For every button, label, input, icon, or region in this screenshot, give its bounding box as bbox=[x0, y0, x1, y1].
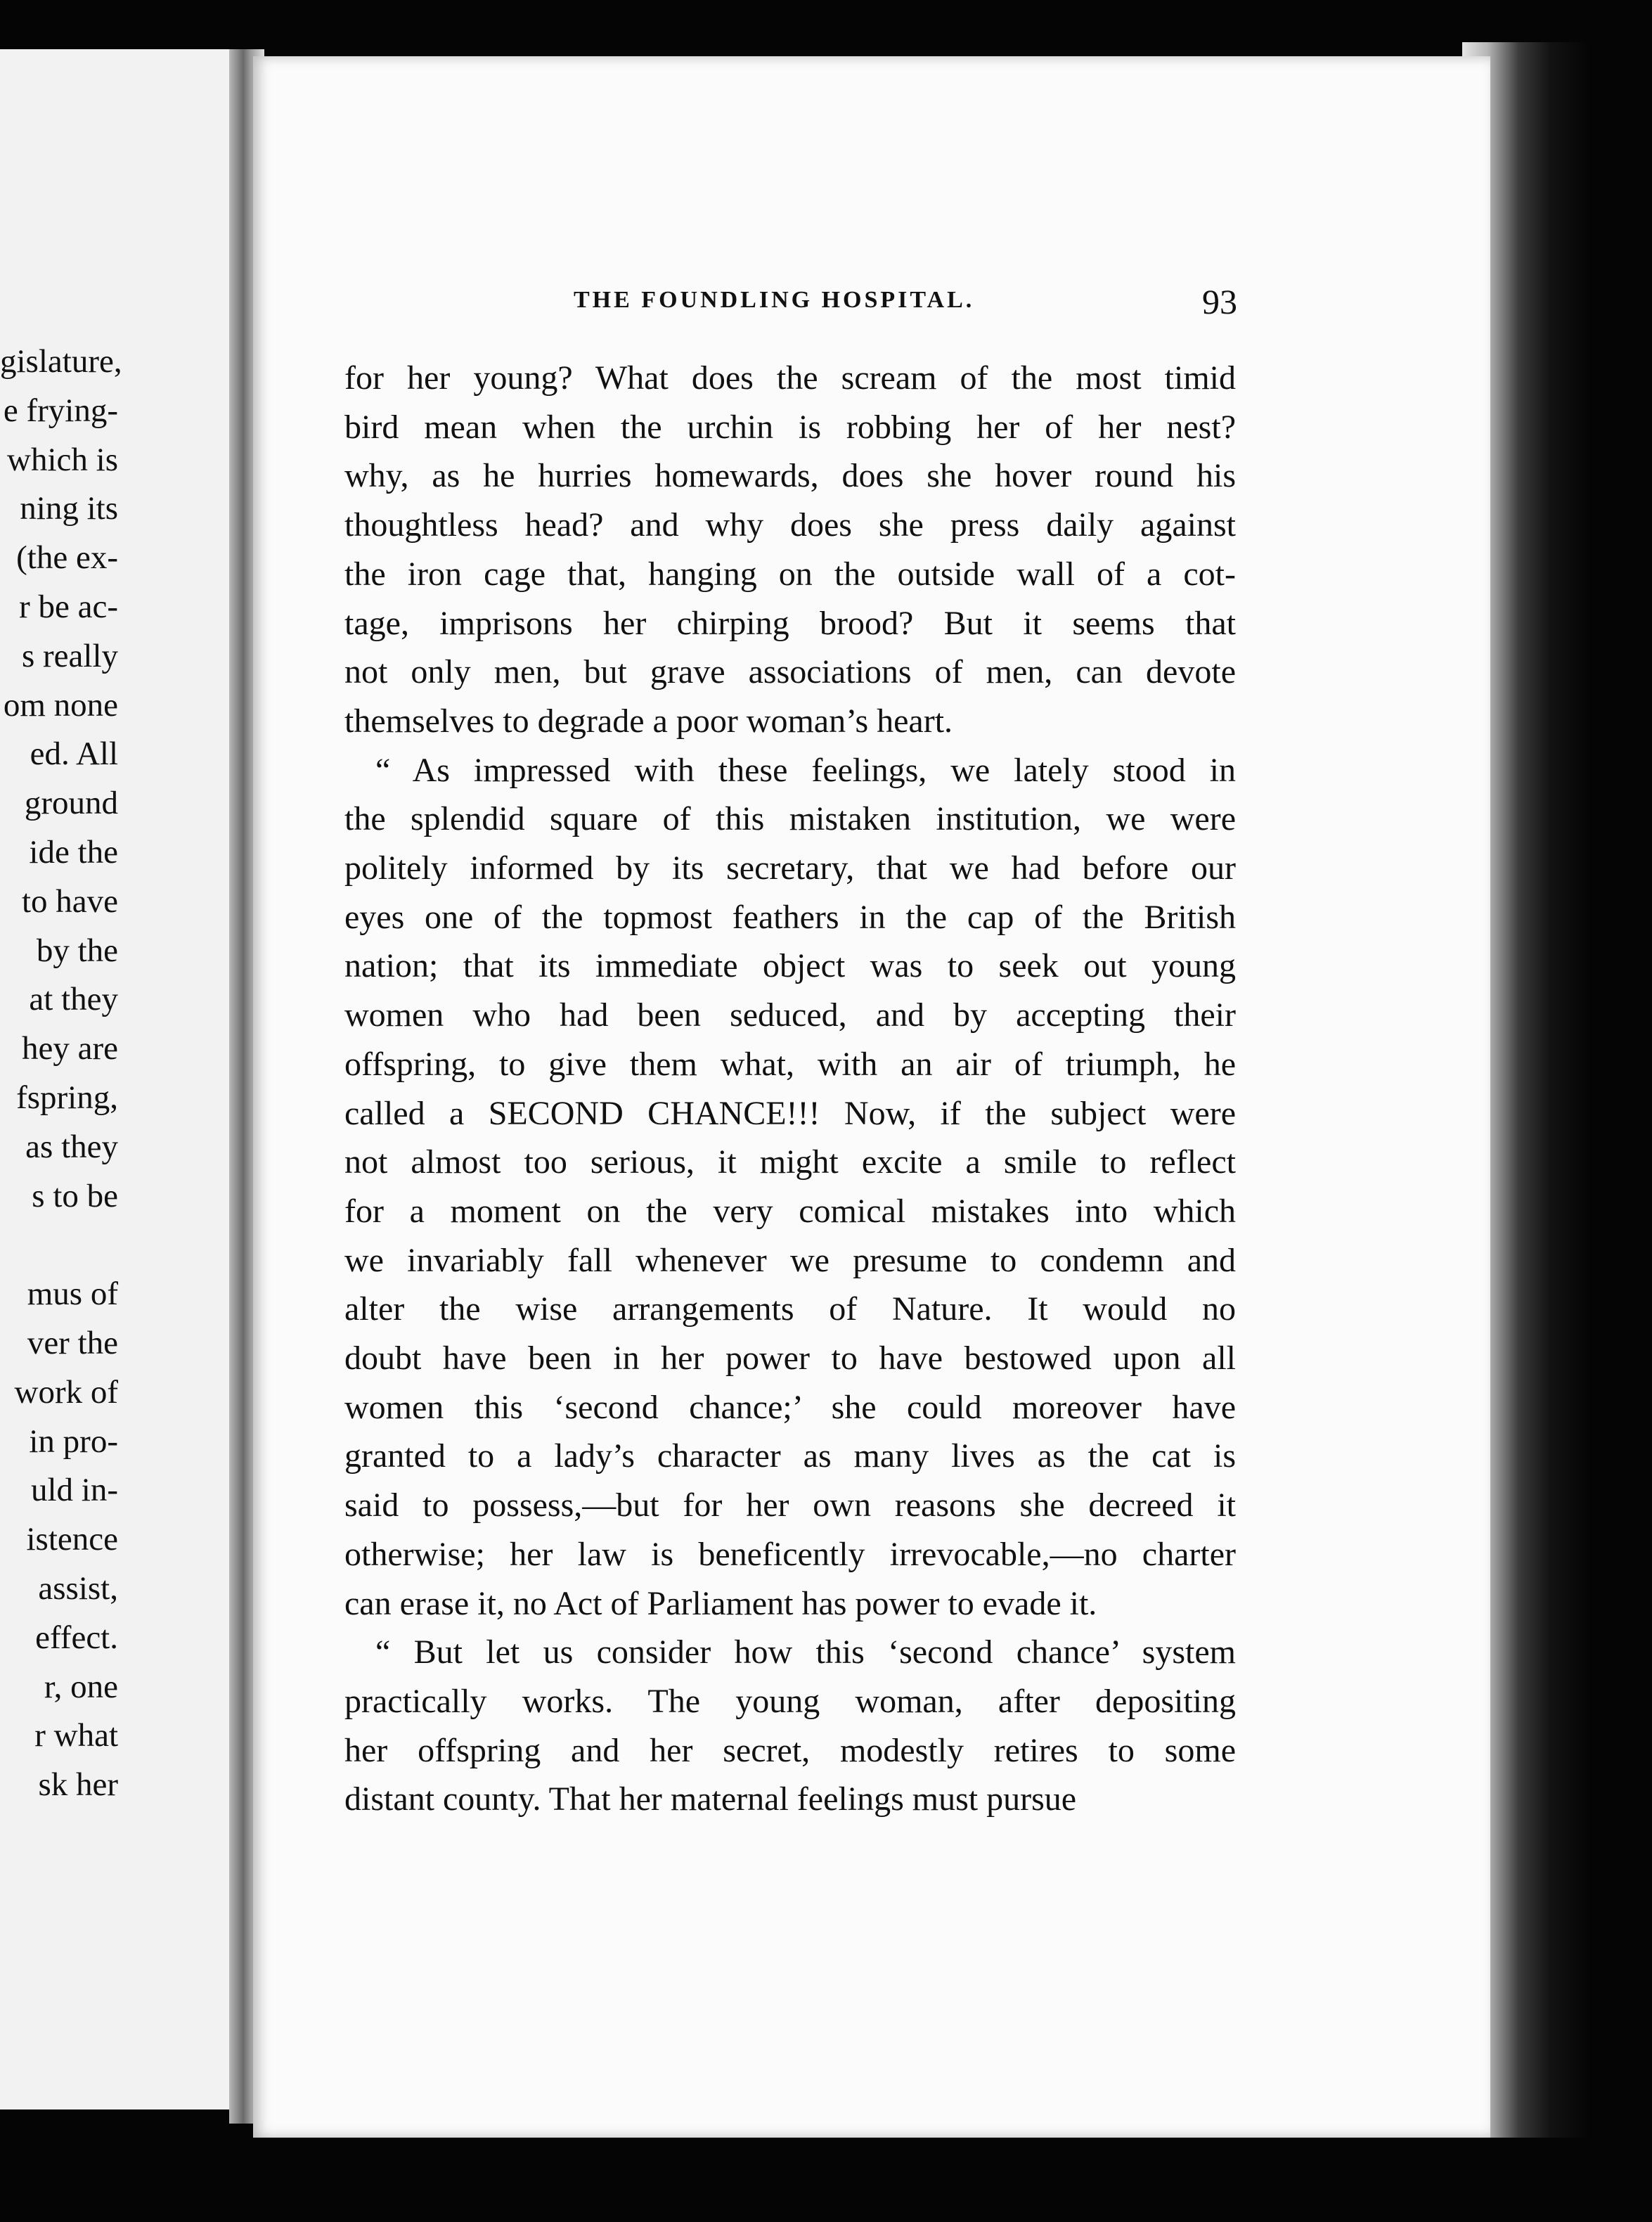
left-page-line: as they bbox=[25, 1128, 118, 1165]
body-text-line: “ As impressed with these feelings, we lately stood in bbox=[375, 751, 1236, 789]
left-page-line: (the ex- bbox=[16, 539, 118, 577]
left-page-line: r what bbox=[34, 1717, 118, 1754]
body-text-line: can erase it, no Act of Parliament has power to evade it. bbox=[344, 1584, 1097, 1622]
left-page-line: fspring, bbox=[16, 1079, 118, 1116]
left-page-line: sk her bbox=[38, 1766, 118, 1804]
body-text-line: nation; that its immediate object was to seek out young bbox=[344, 947, 1236, 985]
left-page-line: s to be bbox=[32, 1177, 118, 1214]
left-page-line: work of bbox=[14, 1373, 118, 1411]
left-page-line: om none bbox=[3, 686, 118, 724]
body-text-line: otherwise; her law is beneficently irrevocable,—no charter bbox=[344, 1535, 1236, 1573]
left-page-line: by the bbox=[36, 932, 118, 969]
left-page-line: ed. All bbox=[30, 736, 118, 773]
left-page-line: hey are bbox=[22, 1030, 118, 1067]
body-text-line: offspring, to give them what, with an air of triumph, he bbox=[344, 1045, 1236, 1083]
body-text-line: tage, imprisons her chirping brood? But it seems that bbox=[344, 604, 1236, 642]
left-page-line: uld in- bbox=[30, 1472, 118, 1509]
body-text-line: for a moment on the very comical mistakes into which bbox=[344, 1192, 1236, 1230]
body-text-line: bird mean when the urchin is robbing her of her nest? bbox=[344, 408, 1236, 446]
body-text-line: not almost too serious, it might excite a smile to reflect bbox=[344, 1143, 1236, 1181]
body-text-line: themselves to degrade a poor woman’s heart. bbox=[344, 702, 953, 740]
left-page-line: effect. bbox=[35, 1619, 118, 1656]
left-page-line: gislature, bbox=[0, 343, 122, 380]
body-text-line: granted to a lady’s character as many lives as the cat is bbox=[344, 1437, 1236, 1475]
left-page-line: e frying- bbox=[3, 392, 118, 429]
left-page-line: s really bbox=[21, 637, 118, 674]
body-text-line: practically works. The young woman, after depositing bbox=[344, 1682, 1236, 1720]
page-header bbox=[344, 282, 1237, 329]
left-page-line: ver the bbox=[27, 1325, 118, 1361]
body-text-line: alter the wise arrangements of Nature. It would no bbox=[344, 1290, 1236, 1328]
left-page-line: at they bbox=[29, 981, 118, 1018]
body-text-line: the iron cage that, hanging on the outside wall of a cot- bbox=[344, 555, 1236, 593]
body-text-line: we invariably fall whenever we presume to condemn and bbox=[344, 1241, 1236, 1279]
left-page-line: r, one bbox=[44, 1668, 118, 1705]
body-text-line: why, as he hurries homewards, does she hover round his bbox=[344, 457, 1236, 495]
left-page-line: in pro- bbox=[29, 1423, 118, 1460]
left-page-line: which is bbox=[7, 441, 118, 478]
body-text-line: for her young? What does the scream of the most timid bbox=[344, 359, 1236, 397]
body-text-line: women who had been seduced, and by accepting their bbox=[344, 996, 1236, 1034]
left-page-line: ide the bbox=[29, 834, 118, 871]
left-page-line: assist, bbox=[38, 1570, 118, 1607]
body-text-line: called a SECOND CHANCE!!! Now, if the subject were bbox=[344, 1094, 1236, 1132]
body-text-line: distant county. That her maternal feelings must pursue bbox=[344, 1780, 1077, 1818]
running-head: THE FOUNDLING HOSPITAL. bbox=[574, 287, 975, 313]
body-text-line: doubt have been in her power to have bestowed upon all bbox=[344, 1340, 1236, 1377]
body-text-line: her offspring and her secret, modestly retires to some bbox=[344, 1731, 1236, 1769]
left-page-line: to have bbox=[21, 882, 118, 920]
body-text-line: women this ‘second chance;’ she could moreover have bbox=[344, 1388, 1236, 1426]
page-number: 93 bbox=[1202, 282, 1237, 321]
left-page-line: ground bbox=[24, 785, 118, 822]
left-page-line: ning its bbox=[20, 490, 118, 527]
body-text-line: not only men, but grave associations of men, can devote bbox=[344, 653, 1236, 691]
left-page-line: mus of bbox=[27, 1276, 118, 1313]
left-page-line: r be ac- bbox=[19, 589, 118, 625]
body-text-line: politely informed by its secretary, that we had before our bbox=[344, 849, 1236, 887]
body-text-line: the splendid square of this mistaken institution, we were bbox=[344, 800, 1236, 838]
body-text-line: thoughtless head? and why does she press daily against bbox=[344, 506, 1236, 544]
body-text-line: eyes one of the topmost feathers in the cap of the British bbox=[344, 898, 1236, 936]
body-text-line: “ But let us consider how this ‘second chance’ system bbox=[375, 1633, 1236, 1671]
left-page-line: istence bbox=[26, 1521, 118, 1558]
body-text-line: said to possess,—but for her own reasons she decreed it bbox=[344, 1486, 1236, 1524]
